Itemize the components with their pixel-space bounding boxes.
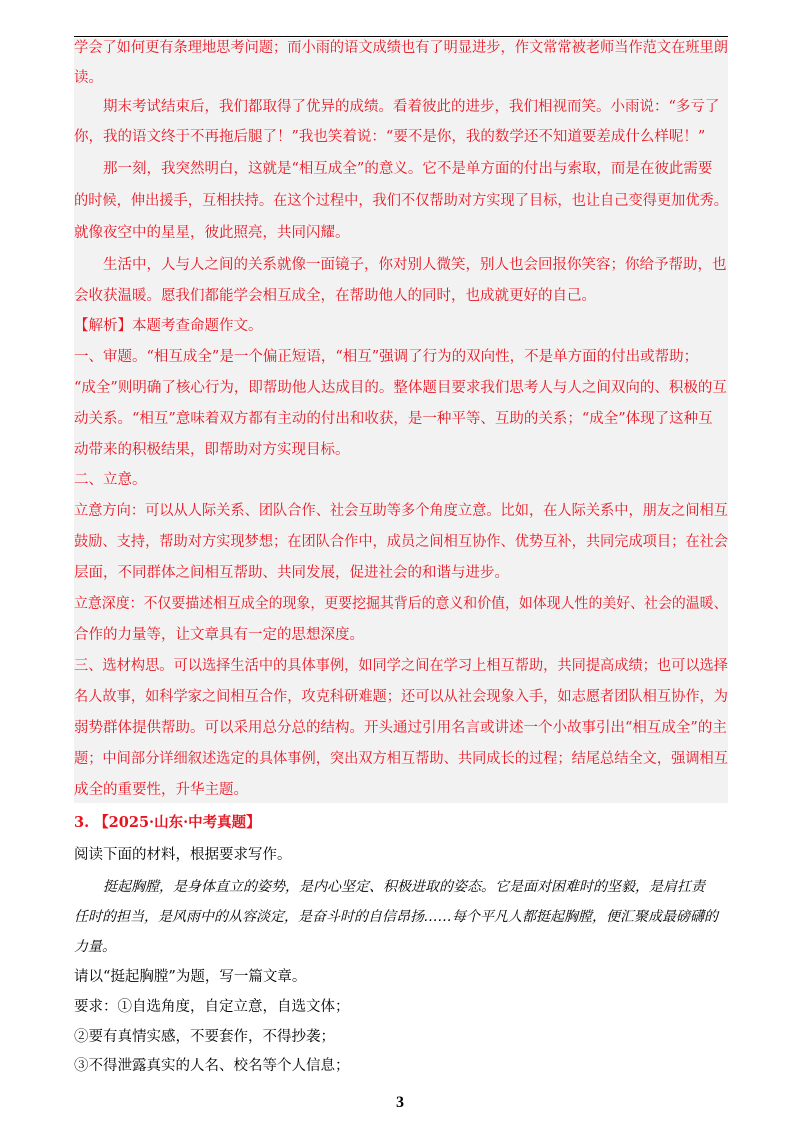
top-rule xyxy=(74,36,728,37)
analysis-line: 一、审题。“相互成全”是一个偏正短语，“相互”强调了行为的双向性，不是单方面的付出或帮助； xyxy=(74,349,699,365)
analysis-line: 立意方向：可以从人际关系、团队合作、社会互助等多个角度立意。比如，在人际关系中，朋友之间相互 xyxy=(74,503,728,519)
answer-line: 期末考试结束后，我们都取得了优异的成绩。看着彼此的进步，我们相视而笑。小雨说：“多亏了 xyxy=(103,99,720,115)
answer-line: 读。 xyxy=(74,70,103,86)
analysis-line: 动带来的积极结果，即帮助对方实现目标。 xyxy=(74,442,350,458)
analysis-section-heading: 二、立意。 xyxy=(74,472,147,488)
page-number: 3 xyxy=(396,1094,404,1111)
analysis-line: “成全”则明确了核心行为，即帮助他人达成目的。整体题目要求我们思考人与人之间双向的、积极的互 xyxy=(74,380,727,396)
analysis-line: 题；中间部分详细叙述选定的具体事例，突出双方相互帮助、共同成长的过程；结尾总结全文，强调相互 xyxy=(74,751,728,767)
answer-line: 生活中，人与人之间的关系就像一面镜子，你对别人微笑，别人也会回报你笑容；你给予帮助，也 xyxy=(103,257,727,273)
analysis-line: 立意深度：不仅要描述相互成全的现象，更要挖掘其背后的意义和价值，如体现人性的美好、社会的温暖、 xyxy=(74,596,728,612)
requirement-1: 要求：①自选角度，自定立意，自选文体； xyxy=(74,999,350,1015)
material-line: 挺起胸膛，是身体直立的姿势，是内心坚定、积极进取的姿态。它是面对困难时的坚毅，是肩扛责 xyxy=(103,879,705,895)
requirement-2: ②要有真情实感，不要套作，不得抄袭； xyxy=(74,1029,335,1045)
requirement-3: ③不得泄露真实的人名、校名等个人信息； xyxy=(74,1058,350,1074)
analysis-line: 成全的重要性，升华主题。 xyxy=(74,782,248,798)
question-title: 3. 【2025·山东·中考真题】 xyxy=(74,814,261,831)
analysis-line: 层面，不同群体之间相互帮助、共同发展，促进社会的和谐与进步。 xyxy=(74,565,509,581)
analysis-line: 鼓励、支持，帮助对方实现梦想；在团队合作中，成员之间相互协作、优势互补，共同完成项目；在社会 xyxy=(74,534,728,550)
answer-line: 就像夜空中的星星，彼此照亮，共同闪耀。 xyxy=(74,225,350,241)
analysis-line: 弱势群体提供帮助。可以采用总分总的结构。开头通过引用名言或讲述一个小故事引出“相互成全”的主 xyxy=(74,720,727,736)
answer-line: 你，我的语文终于不再拖后腿了！”我也笑着说：“要不是你，我的数学还不知道要差成什么样呢！” xyxy=(74,129,706,145)
answer-line: 的时候，伸出援手，互相扶持。在这个过程中，我们不仅帮助对方实现了目标，也让自己变得更加优秀。 xyxy=(74,193,728,209)
question-prompt: 阅读下面的材料，根据要求写作。 xyxy=(74,847,292,863)
question-task: 请以“挺起胸膛”为题，写一篇文章。 xyxy=(74,969,307,985)
material-line: 任时的担当，是风雨中的从容淡定，是奋斗时的自信昂扬……每个平凡人都挺起胸膛，便汇聚成最磅礴的 xyxy=(74,909,718,925)
analysis-heading: 【解析】本题考查命题作文。 xyxy=(74,318,263,334)
answer-line: 会收获温暖。愿我们都能学会相互成全，在帮助他人的同时，也成就更好的自己。 xyxy=(74,288,596,304)
analysis-line: 三、选材构思。可以选择生活中的具体事例，如同学之间在学习上相互帮助，共同提高成绩；也可以选择 xyxy=(74,658,728,674)
answer-line: 那一刻，我突然明白，这就是“相互成全”的意义。它不是单方面的付出与索取，而是在彼此需要 xyxy=(103,161,713,177)
material-line: 力量。 xyxy=(74,939,116,955)
analysis-line: 名人故事，如科学家之间相互合作，攻克科研难题；还可以从社会现象入手，如志愿者团队相互协作，为 xyxy=(74,689,728,705)
analysis-line: 动关系。“相互”意味着双方都有主动的付出和收获，是一种平等、互助的关系；“成全”体现了这种互 xyxy=(74,411,713,427)
analysis-line: 合作的力量等，让文章具有一定的思想深度。 xyxy=(74,627,364,643)
answer-line: 学会了如何更有条理地思考问题；而小雨的语文成绩也有了明显进步，作文常常被老师当作范文在班里朗 xyxy=(74,40,728,56)
